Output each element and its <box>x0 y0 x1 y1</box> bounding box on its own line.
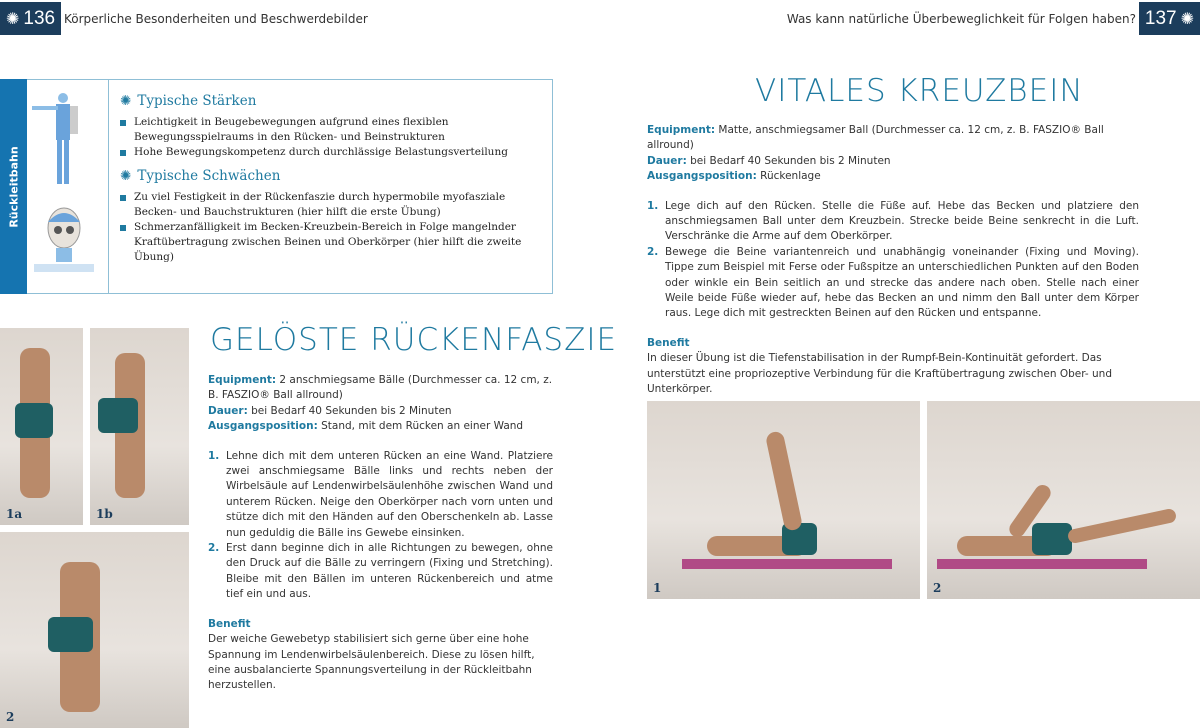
skeleton-illustration <box>32 88 94 188</box>
photo-1a <box>0 328 83 525</box>
page-number-left <box>0 2 61 35</box>
benefit-heading: Benefit <box>208 617 251 630</box>
duration-label: Dauer: <box>208 404 248 417</box>
duration-label: Dauer: <box>647 154 687 167</box>
butterfly-icon: ✺ <box>120 168 132 184</box>
step-text: Lege dich auf den Rücken. Stelle die Füße auf. Hebe das Becken und platziere den anschmiegsamen Ball unter dem Kreuzbein. Strecke beide Beine senkrecht in die Luft. Verschränke die Arme auf dem Oberkörper. <box>665 199 1139 243</box>
benefit-heading: Benefit <box>647 336 690 349</box>
info-box-content <box>120 93 545 265</box>
divider <box>108 80 109 293</box>
running-head-left: Körperliche Besonderheiten und Beschwerdebilder <box>64 12 368 26</box>
photo-caption: 2 <box>6 710 15 724</box>
running-head-right: Was kann natürliche Überbeweglichkeit für Folgen haben? <box>786 12 1136 26</box>
page-number: 136 <box>23 7 56 29</box>
page-number-right <box>1139 2 1200 35</box>
equipment-label: Equipment: <box>208 374 277 386</box>
step <box>208 541 553 603</box>
photo-caption: 1b <box>96 507 113 521</box>
sidebar-label: Rückleitbahn <box>7 145 20 228</box>
step-text: Erst dann beginne dich in alle Richtungen zu bewegen, ohne den Druck auf die Bälle zu verringern (Fixing und Stretching). Bleibe mit den Bällen im unteren Rückenbereich und atme tief ein und aus. <box>226 542 553 601</box>
heading-text: Typische Stärken <box>137 93 257 109</box>
strengths-heading <box>120 93 545 109</box>
butterfly-icon: ✺ <box>120 93 132 109</box>
list-item: Hohe Bewegungskompetenz durch durchlässige Belastungsverteilung <box>120 145 545 160</box>
exercise-body <box>647 123 1139 398</box>
info-box-sidebar <box>0 79 27 294</box>
weaknesses-heading <box>120 168 545 184</box>
step-number: 1. <box>208 449 220 462</box>
skull-illustration <box>32 204 96 276</box>
step-text: Bewege die Beine variantenreich und unabhängig voneinander (Fixing und Moving). Tippe zum Beispiel mit Ferse oder Fußspitze an unterschiedlichen Punkten auf den Boden oder winkle ein Bein seitlich an und strecke das andere nach oben. Stelle nach einer Weile beide Füße wieder auf, hebe das Becken an und nimm den Ball unter dem Körper raus. Lege dich mit gestreckten Beinen auf den Rücken und entspanne. <box>665 245 1139 320</box>
exercise-body <box>208 373 553 694</box>
step <box>647 199 1139 245</box>
step-number: 1. <box>647 199 659 212</box>
exercise-title: GELÖSTE RÜCKENFASZIE <box>210 322 618 358</box>
step <box>647 245 1139 322</box>
list-item: Leichtigkeit in Beugebewegungen aufgrund eines flexiblen Bewegungsspielraums in den Rücken- und Beinstrukturen <box>120 115 545 145</box>
butterfly-icon: ✺ <box>6 10 20 28</box>
equipment-value: Matte, anschmiegsamer Ball (Durchmesser ca. 12 cm, z. B. FASZIO® Ball allround) <box>647 124 1104 152</box>
photo-1 <box>647 401 920 599</box>
start-label: Ausgangsposition: <box>208 420 318 433</box>
photo-caption: 2 <box>933 581 942 595</box>
page-number: 137 <box>1144 7 1177 29</box>
duration-value: bei Bedarf 40 Sekunden bis 2 Minuten <box>251 404 452 417</box>
step-number: 2. <box>208 542 220 555</box>
heading-text: Typische Schwächen <box>137 168 281 184</box>
photo-2 <box>0 532 189 728</box>
start-value: Stand, mit dem Rücken an einer Wand <box>321 420 524 433</box>
photo-2 <box>927 401 1200 599</box>
duration-value: bei Bedarf 40 Sekunden bis 2 Minuten <box>690 154 891 167</box>
start-label: Ausgangsposition: <box>647 170 757 183</box>
equipment-value: 2 anschmiegsame Bälle (Durchmesser ca. 12 cm, z. B. FASZIO® Ball allround) <box>208 374 553 402</box>
benefit-text: Der weiche Gewebetyp stabilisiert sich gerne über eine hohe Spannung im Lendenwirbelsäulenbereich. Diese zu lösen hilft, eine ausbalancierte Spannungsverteilung in der Rückleitbahn herzustellen. <box>208 633 535 692</box>
start-value: Rückenlage <box>760 170 821 183</box>
photo-caption: 1a <box>6 507 23 521</box>
exercise-title: VITALES KREUZBEIN <box>755 73 1084 109</box>
list-item: Zu viel Festigkeit in der Rückenfaszie durch hypermobile myofasziale Becken- und Bauchstrukturen (hier hilft die erste Übung) <box>120 190 545 220</box>
photo-1b <box>90 328 189 525</box>
equipment-label: Equipment: <box>647 124 716 136</box>
benefit-text: In dieser Übung ist die Tiefenstabilisation in der Rumpf-Bein-Kontinuität gefordert. Das unterstützt eine propriozeptive Verbindung für die Kraftübertragung zwischen Ober- und Unterkörper. <box>647 352 1112 396</box>
step-text: Lehne dich mit dem unteren Rücken an eine Wand. Platziere zwei anschmiegsame Bälle links und rechts neben der Wirbelsäule auf Lendenwirbelsäulenhöhe zwischen Wand und unterem Rücken. Neige den Oberkörper nach vorn unten und stütze dich mit den Händen auf den Oberschenkeln ab. Lasse nun geduldig die Bälle ins Gewebe einsinken. <box>226 449 553 539</box>
photo-caption: 1 <box>653 581 662 595</box>
step-number: 2. <box>647 245 659 258</box>
butterfly-icon: ✺ <box>1180 10 1194 28</box>
list-item: Schmerzanfälligkeit im Becken-Kreuzbein-Bereich in Folge mangelnder Kraftübertragung zwischen Beinen und Oberkörper (hier hilft die zweite Übung) <box>120 220 545 265</box>
step <box>208 449 553 541</box>
